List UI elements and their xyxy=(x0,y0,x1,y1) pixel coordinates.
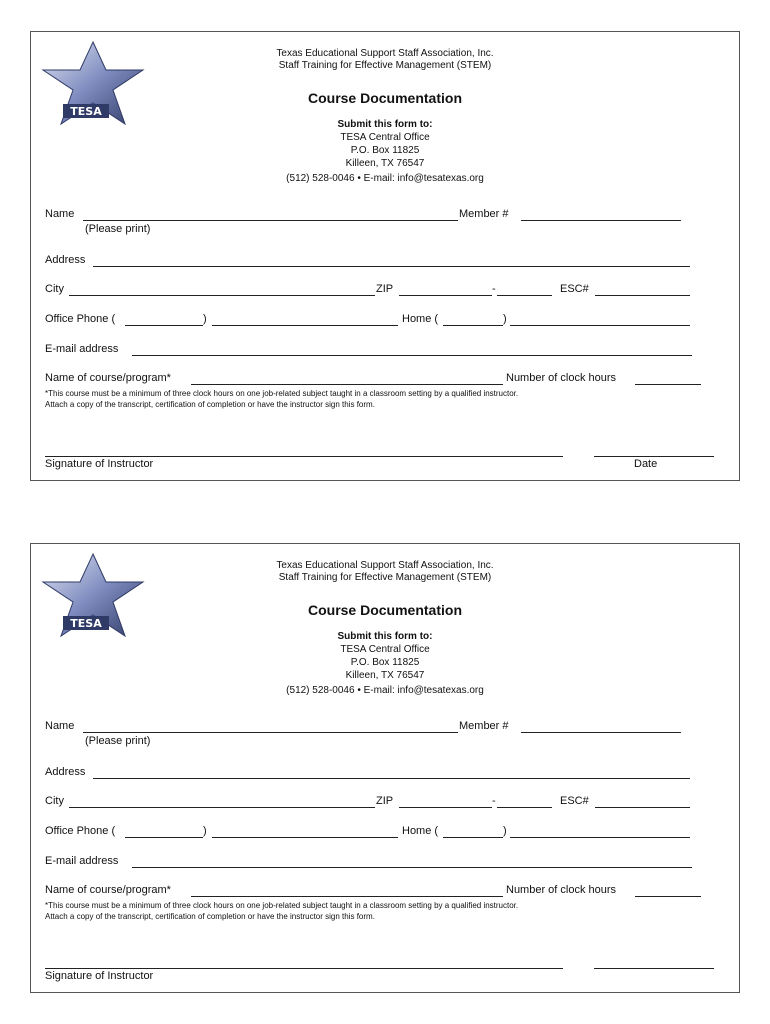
please-print-note: (Please print) xyxy=(85,735,151,747)
home-phone-label: Home ( xyxy=(402,825,439,837)
office-area-code-field[interactable] xyxy=(125,837,203,838)
logo-text: TESA xyxy=(70,105,102,118)
zip-field[interactable] xyxy=(399,295,492,296)
city-label: City xyxy=(45,795,64,807)
doc-title: Course Documentation xyxy=(307,90,462,106)
attachment-note: Attach a copy of the transcript, certification of completion or have the instructor sign this form. xyxy=(45,400,375,409)
signature-label: Signature of Instructor xyxy=(45,458,154,470)
email-label: E-mail address xyxy=(45,343,119,355)
home-phone-close: ) xyxy=(503,313,507,325)
address-city-line: Killeen, TX 76547 xyxy=(345,670,425,681)
home-area-code-field[interactable] xyxy=(443,325,503,326)
program-name: Staff Training for Effective Management (STEM) xyxy=(278,572,492,583)
zip-ext-field[interactable] xyxy=(497,295,552,296)
signature-field[interactable] xyxy=(45,456,563,457)
date-field[interactable] xyxy=(594,968,714,969)
zip-ext-field[interactable] xyxy=(497,807,552,808)
course-label: Name of course/program* xyxy=(45,884,171,896)
email-label: E-mail address xyxy=(45,855,119,867)
name-label: Name xyxy=(45,208,75,220)
zip-label: ZIP xyxy=(376,283,394,295)
esc-field[interactable] xyxy=(595,807,690,808)
address-po-box: P.O. Box 11825 xyxy=(350,145,420,156)
office-area-code-field[interactable] xyxy=(125,325,203,326)
city-field[interactable] xyxy=(69,295,375,296)
home-phone-close: ) xyxy=(503,825,507,837)
submit-heading: Submit this form to: xyxy=(337,119,433,130)
course-documentation-form-1 xyxy=(30,31,740,481)
course-field[interactable] xyxy=(191,896,503,897)
date-label: Date xyxy=(634,458,658,470)
submit-heading: Submit this form to: xyxy=(337,631,433,642)
email-field[interactable] xyxy=(132,355,692,356)
course-field[interactable] xyxy=(191,384,503,385)
name-label: Name xyxy=(45,720,75,732)
office-phone-close: ) xyxy=(203,313,207,325)
address-label: Address xyxy=(45,766,86,778)
address-po-box: P.O. Box 11825 xyxy=(350,657,420,668)
clock-hours-label: Number of clock hours xyxy=(506,884,617,896)
address-contact: (512) 528-0046 • E-mail: info@tesatexas.org xyxy=(286,685,484,696)
zip-label: ZIP xyxy=(376,795,394,807)
address-contact: (512) 528-0046 • E-mail: info@tesatexas.org xyxy=(286,173,484,184)
office-phone-close: ) xyxy=(203,825,207,837)
home-area-code-field[interactable] xyxy=(443,837,503,838)
member-label: Member # xyxy=(459,208,509,220)
member-number-field[interactable] xyxy=(521,220,681,221)
zip-dash: - xyxy=(492,795,496,807)
zip-field[interactable] xyxy=(399,807,492,808)
city-label: City xyxy=(45,283,64,295)
home-phone-field[interactable] xyxy=(510,837,690,838)
home-phone-label: Home ( xyxy=(402,313,439,325)
course-documentation-form-2 xyxy=(30,543,740,993)
office-phone-label: Office Phone ( xyxy=(45,313,116,325)
address-field[interactable] xyxy=(93,778,690,779)
office-phone-field[interactable] xyxy=(212,325,398,326)
name-field[interactable] xyxy=(83,220,458,221)
home-phone-field[interactable] xyxy=(510,325,690,326)
course-requirement-note: *This course must be a minimum of three clock hours on one job-related subject taught in a classroom setting by a qualified instructor. xyxy=(45,389,519,398)
signature-field[interactable] xyxy=(45,968,563,969)
org-name: Texas Educational Support Staff Association, Inc. xyxy=(276,48,494,59)
city-field[interactable] xyxy=(69,807,375,808)
course-requirement-note: *This course must be a minimum of three clock hours on one job-related subject taught in a classroom setting by a qualified instructor. xyxy=(45,901,519,910)
program-name: Staff Training for Effective Management (STEM) xyxy=(278,60,492,71)
org-name: Texas Educational Support Staff Association, Inc. xyxy=(276,560,494,571)
course-label: Name of course/program* xyxy=(45,372,171,384)
address-label: Address xyxy=(45,254,86,266)
zip-dash: - xyxy=(492,283,496,295)
office-phone-field[interactable] xyxy=(212,837,398,838)
esc-label: ESC# xyxy=(560,795,589,807)
logo-text: TESA xyxy=(70,617,102,630)
office-phone-label: Office Phone ( xyxy=(45,825,116,837)
member-number-field[interactable] xyxy=(521,732,681,733)
clock-hours-field[interactable] xyxy=(635,896,701,897)
esc-label: ESC# xyxy=(560,283,589,295)
esc-field[interactable] xyxy=(595,295,690,296)
clock-hours-label: Number of clock hours xyxy=(506,372,617,384)
name-field[interactable] xyxy=(83,732,458,733)
address-city-line: Killeen, TX 76547 xyxy=(345,158,425,169)
signature-label: Signature of Instructor xyxy=(45,970,154,982)
address-field[interactable] xyxy=(93,266,690,267)
address-office: TESA Central Office xyxy=(340,132,430,143)
attachment-note: Attach a copy of the transcript, certification of completion or have the instructor sign this form. xyxy=(45,912,375,921)
please-print-note: (Please print) xyxy=(85,223,151,235)
date-field[interactable] xyxy=(594,456,714,457)
email-field[interactable] xyxy=(132,867,692,868)
clock-hours-field[interactable] xyxy=(635,384,701,385)
doc-title: Course Documentation xyxy=(307,602,462,618)
address-office: TESA Central Office xyxy=(340,644,430,655)
member-label: Member # xyxy=(459,720,509,732)
